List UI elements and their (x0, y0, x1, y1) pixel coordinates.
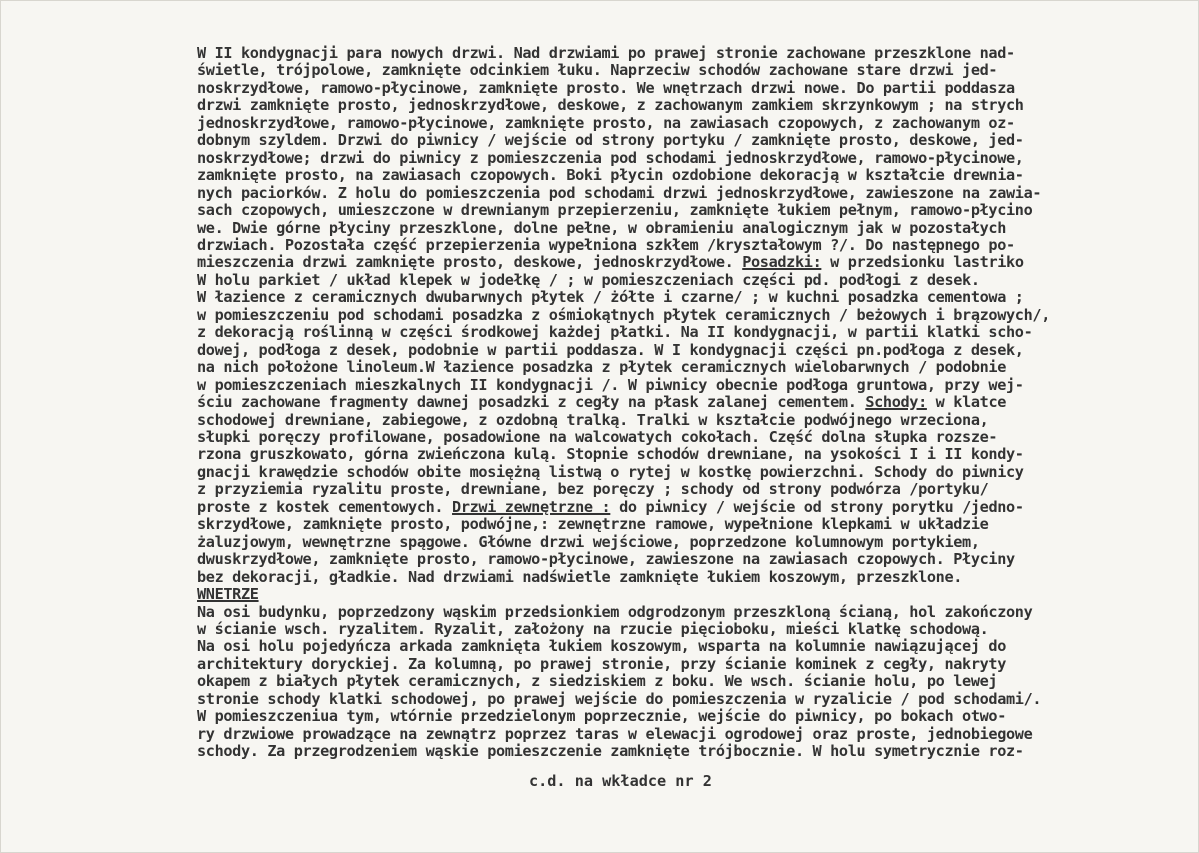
text-line: okapem z białych płytek ceramicznych, z siedziskiem z boku. We wsch. ścianie holu, po lewej (197, 672, 998, 691)
text-line: Na osi holu pojedyńcza arkada zamknięta łukiem koszowym, wsparta na kolumnie nawiązującej do (197, 637, 1007, 656)
text-line (197, 254, 1157, 271)
text-line: noskrzydłowe, ramowo-płycinowe, zamknięte prosto. We wnętrzach drzwi nowe. Do partii poddasza (197, 78, 1015, 97)
heading-drzwi-zewnetrzne: Drzwi zewnętrzne : (452, 497, 611, 516)
text-line: W pomieszczeniua tym, wtórnie przedzielonym poprzecznie, wejście do piwnicy, po bokach otwo- (197, 707, 1007, 726)
text-line: architektury doryckiej. Za kolumną, po prawej stronie, przy ścianie kominek z cegły, nakryty (197, 654, 1007, 673)
text-line: schodowej drewniane, zabiegowe, z ozdobną tralką. Tralki w kształcie podwójnego wrzeciona, (197, 410, 989, 429)
text-line: w ścianie wsch. ryzalitem. Ryzalit, założony na rzucie pięcioboku, mieści klatkę schodową. (197, 619, 989, 638)
text-line: z dekoracją roślinną w części środkowej każdej płatki. Na II kondygnacji, w partii klatki scho- (197, 323, 1033, 342)
text-line: gnacji krawędzie schodów obite mosiężną listwą o rytej w kostkę powierzchni. Schody do piwnicy (197, 462, 1024, 481)
text-line: świetle, trójpolowe, zamknięte odcinkiem łuku. Naprzeciw schodów zachowane stare drzwi jed- (197, 61, 998, 80)
typewritten-text (197, 45, 1157, 761)
text-line: sach czopowych, umieszczone w drewnianym przepierzeniu, zamknięte łukiem pełnym, ramowo-płycino (197, 201, 1033, 220)
text-line: żaluzjowym, wewnętrzne spągowe. Główne drzwi wejściowe, poprzedzone kolumnowym portykiem, (197, 532, 980, 551)
text-line: dwuskrzydłowe, zamknięte prosto, ramowo-płycinowe, zawieszone na zawiasach czopowych. Płyciny (197, 550, 1015, 569)
continuation-note: c.d. na wkładce nr 2 (529, 772, 712, 790)
text-line: jednoskrzydłowe, ramowo-płycinowe, zamknięte prosto, na zawiasach czopowych, z zachowanym oz- (197, 113, 1015, 132)
text-line: w pomieszczeniach mieszkalnych II kondygnacji /. W piwnicy obecnie podłoga gruntowa, przy wej- (197, 375, 1024, 394)
heading-schody: Schody: (865, 393, 927, 412)
line-text: mieszczenia drzwi zamknięte prosto, deskowe, jednoskrzydłowe. (197, 253, 743, 272)
paragraph-interior (197, 604, 1157, 761)
text-line: słupki poręczy profilowane, posadowione na walcowatych cokołach. Część dolna słupka rozsze- (197, 427, 998, 446)
text-line: drzwi zamknięte prosto, jednoskrzydłowe, deskowe, z zachowanym zamkiem skrzynkowym ; na strych (197, 96, 1024, 115)
text-line: rzona gruszkowato, górna zwieńczona kulą. Stopnie schodów drewniane, na ysokości I i II kondy- (197, 445, 1024, 464)
text-line: schody. Za przegrodzeniem wąskie pomieszczenie zamknięte trójbocznie. W holu symetrycznie roz- (197, 742, 1024, 761)
line-text: proste z kostek cementowych. (197, 497, 453, 516)
text-line: dobnym szyldem. Drzwi do piwnicy / wejście od strony portyku / zamknięte prosto, deskowe, jed- (197, 131, 1024, 150)
line-text: w przedsionku lastriko (821, 253, 1024, 272)
section-heading-wnetrze: WNETRZE (197, 585, 259, 604)
text-line: nych paciorków. Z holu do pomieszczenia pod schodami drzwi jednoskrzydłowe, zawieszone na zawia- (197, 183, 1042, 202)
text-line: na nich położone linoleum.W łazience posadzka z płytek ceramicznych wielobarwnych / podobnie (197, 358, 1007, 377)
text-line: bez dekoracji, gładkie. Nad drzwiami nadświetle zamknięte łukiem koszowym, przeszklone. (197, 567, 963, 586)
text-line: we. Dwie górne płyciny przeszklone, dolne pełne, w obramieniu analogicznym jak w pozostałych (197, 218, 1007, 237)
paragraph-exterior-doors (197, 516, 1157, 586)
text-line: drzwiach. Pozostała część przepierzenia wypełniona szkłem /kryształowym ?/. Do następnego po- (197, 235, 1015, 254)
text-line: noskrzydłowe; drzwi do piwnicy z pomieszczenia pod schodami jednoskrzydłowe, ramowo-płycinowe, (197, 148, 1024, 167)
text-line: w pomieszczeniu pod schodami posadzka z ośmiokątnych płytek ceramicznych / beżowych i brązowych/, (197, 305, 1050, 324)
line-text: w klatce (926, 393, 1007, 412)
text-line: W holu parkiet / układ klepek w jodełkę / ; w pomieszczeniach części pd. podłogi z desek. (197, 270, 980, 289)
text-line: dowej, podłoga z desek, podobnie w partii poddasza. W I kondygnacji części pn.podłoga z desek, (197, 340, 1024, 359)
heading-posadzki: Posadzki: (742, 253, 822, 272)
text-line: stronie schody klatki schodowej, po prawej wejście do pomieszczenia w ryzalicie / pod schodami/. (197, 689, 1042, 708)
paragraph-floors (197, 272, 1157, 394)
text-line: zamknięte prosto, na zawiasach czopowych. Boki płycin ozdobione dekoracją w kształcie drewnia- (197, 166, 1024, 185)
line-text: do piwnicy / wejście od strony porytku /jedno- (610, 497, 1024, 516)
paragraph-doors (197, 45, 1157, 254)
line-text: ściu zachowane fragmenty dawnej posadzki z cegły na płask zalanej cementem. (197, 393, 866, 412)
text-line: W łazience z ceramicznych dwubarwnych płytek / żółte i czarne/ ; w kuchni posadzka cementowa ; (197, 288, 1024, 307)
text-line: skrzydłowe, zamknięte prosto, podwójne,: zewnętrzne ramowe, wypełnione klepkami w układzie (197, 515, 989, 534)
text-line: W II kondygnacji para nowych drzwi. Nad drzwiami po prawej stronie zachowane przeszklone nad- (197, 44, 1015, 62)
text-line (197, 499, 1157, 516)
paragraph-stairs (197, 412, 1157, 499)
text-line (197, 394, 1157, 411)
text-line: z przyziemia ryzalitu proste, drewniane, bez poręczy ; schody od strony podwórza /portyku/ (197, 480, 989, 499)
text-line: Na osi budynku, poprzedzony wąskim przedsionkiem odgrodzonym przeszkloną ścianą, hol zakończony (197, 602, 1033, 621)
text-line: ry drzwiowe prowadzące na zewnątrz poprzez taras w elewacji ogrodowej oraz proste, jednobiegowe (197, 724, 1033, 743)
